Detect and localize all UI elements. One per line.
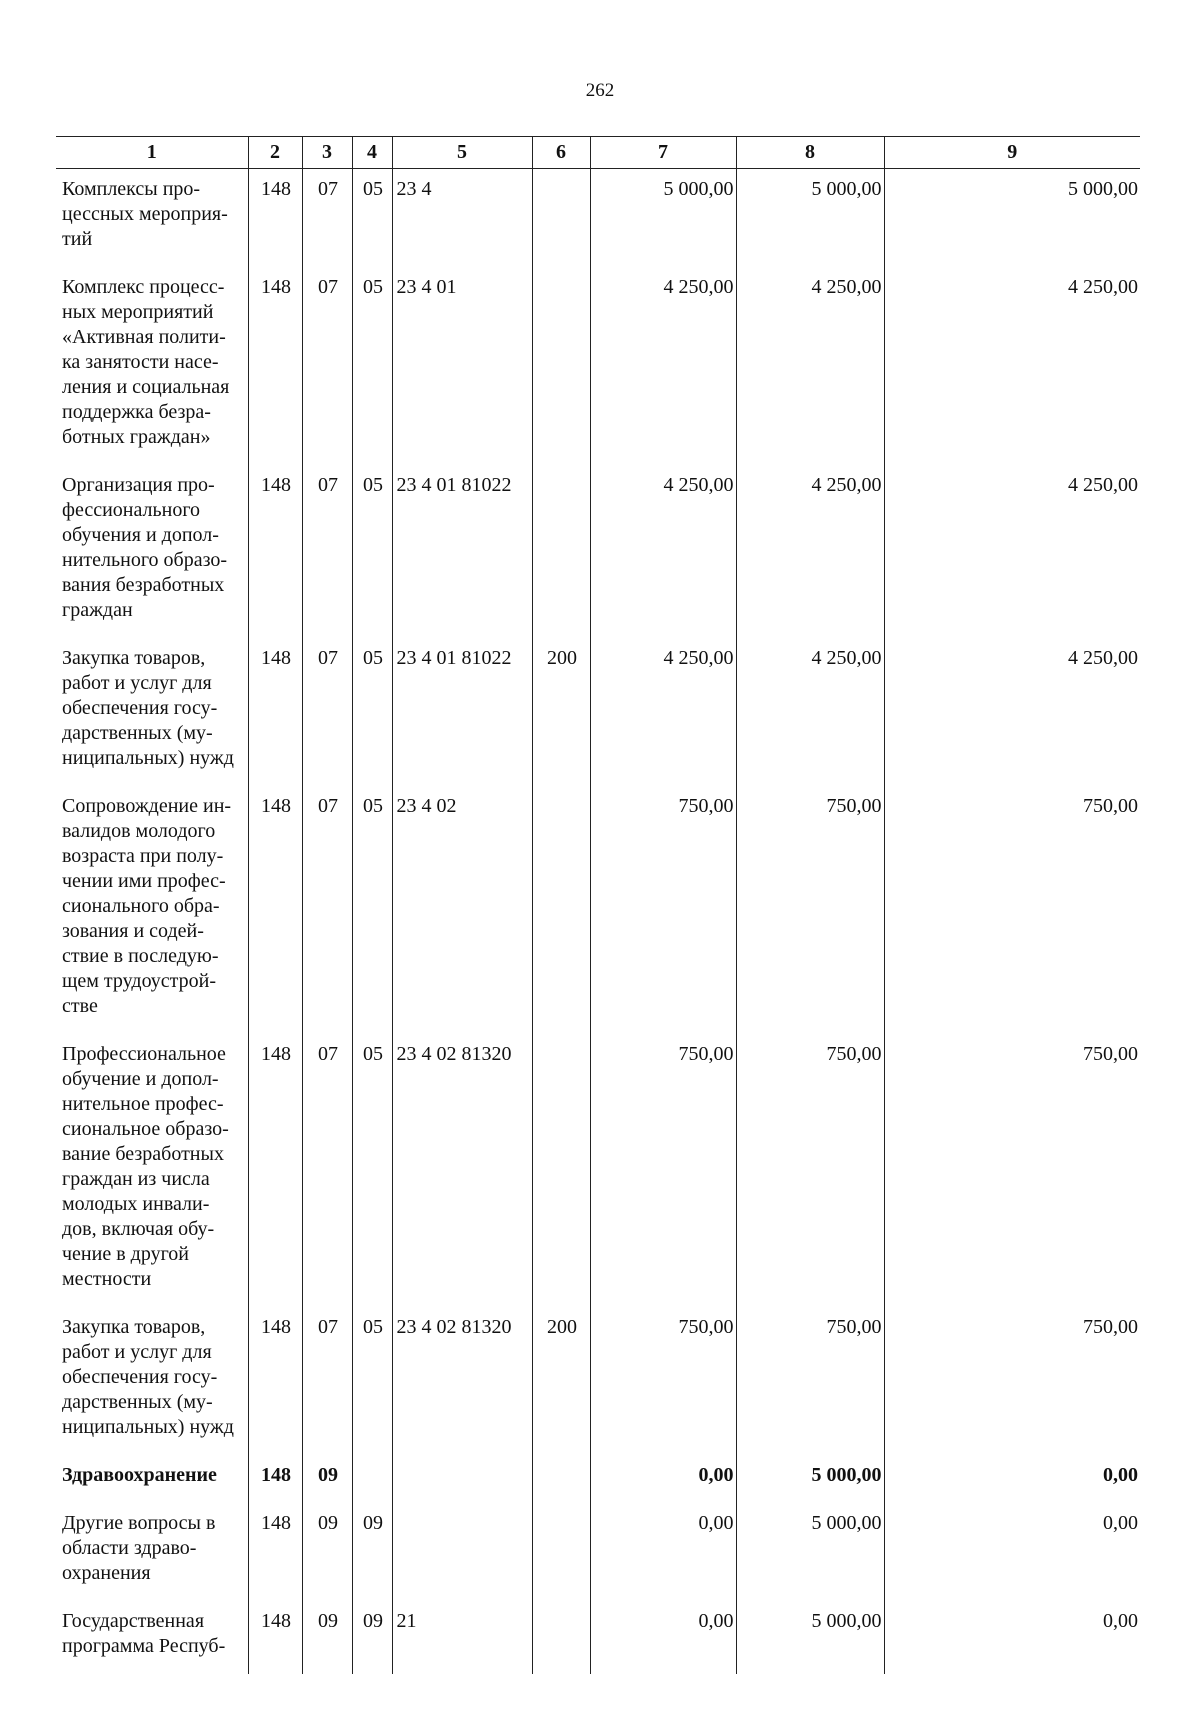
description-line: программа Респуб-: [62, 1635, 226, 1657]
description-line: стве: [62, 995, 98, 1017]
col-3-cell: 07: [302, 1034, 352, 1307]
col-5-cell: [392, 1503, 532, 1601]
row-description: [56, 465, 248, 638]
description-line: граждан из числа: [62, 1168, 210, 1190]
budget-table: [56, 136, 1140, 1674]
header-col-1: 1: [56, 137, 248, 169]
col-2-cell: 148: [248, 1034, 302, 1307]
col-7-cell: 4 250,00: [590, 638, 736, 786]
description-line: Организация про-: [62, 474, 215, 496]
description-line: ниципальных) нужд: [62, 1416, 234, 1438]
description-line: Сопровождение ин-: [62, 795, 232, 817]
col-7-cell: 4 250,00: [590, 267, 736, 465]
col-4-cell: [352, 1455, 392, 1503]
col-2-cell: 148: [248, 1503, 302, 1601]
col-5-cell: [392, 1455, 532, 1503]
header-col-2: 2: [248, 137, 302, 169]
col-9-cell: 0,00: [884, 1601, 1140, 1674]
col-8-cell: 5 000,00: [736, 1601, 884, 1674]
row-description: [56, 169, 248, 268]
col-8-cell: 5 000,00: [736, 1503, 884, 1601]
col-6-cell: [532, 786, 590, 1034]
col-8-cell: 750,00: [736, 1307, 884, 1455]
description-line: ствие в последую-: [62, 945, 219, 967]
col-7-cell: 5 000,00: [590, 169, 736, 268]
page-number: 262: [585, 80, 615, 101]
row-description: [56, 1601, 248, 1674]
description-line: дарственных (му-: [62, 1391, 213, 1413]
col-6-cell: 200: [532, 1307, 590, 1455]
description-line: дарственных (му-: [62, 722, 213, 744]
row-description: [56, 786, 248, 1034]
description-line: Государственная: [62, 1610, 205, 1632]
description-line: чение в другой: [62, 1243, 189, 1265]
header-col-3: 3: [302, 137, 352, 169]
col-4-cell: 09: [352, 1503, 392, 1601]
col-9-cell: 4 250,00: [884, 267, 1140, 465]
col-5-cell: 23 4 01 81022: [392, 638, 532, 786]
col-5-cell: 21: [392, 1601, 532, 1674]
col-5-cell: 23 4 02: [392, 786, 532, 1034]
col-7-cell: 750,00: [590, 786, 736, 1034]
description-line: чении ими профес-: [62, 870, 226, 892]
description-line: «Активная полити-: [62, 326, 226, 348]
col-3-cell: 07: [302, 267, 352, 465]
col-9-cell: 750,00: [884, 1034, 1140, 1307]
col-4-cell: 05: [352, 1307, 392, 1455]
row-description: [56, 267, 248, 465]
col-9-cell: 4 250,00: [884, 638, 1140, 786]
col-6-cell: [532, 1503, 590, 1601]
col-8-cell: 5 000,00: [736, 169, 884, 268]
col-5-cell: 23 4 01 81022: [392, 465, 532, 638]
col-2-cell: 148: [248, 169, 302, 268]
col-8-cell: 750,00: [736, 786, 884, 1034]
col-3-cell: 07: [302, 169, 352, 268]
header-col-6: 6: [532, 137, 590, 169]
description-line: сионального обра-: [62, 895, 220, 917]
col-2-cell: 148: [248, 1307, 302, 1455]
col-5-cell: 23 4 01: [392, 267, 532, 465]
table-row: [56, 786, 1140, 1034]
header-col-9: 9: [884, 137, 1140, 169]
description-line: Другие вопросы в: [62, 1512, 216, 1534]
description-line: области здраво-: [62, 1537, 197, 1559]
col-8-cell: 4 250,00: [736, 465, 884, 638]
col-6-cell: [532, 267, 590, 465]
description-line: Здравоохранение: [62, 1464, 217, 1486]
description-line: валидов молодого: [62, 820, 216, 842]
description-line: обучение и допол-: [62, 1068, 219, 1090]
col-7-cell: 750,00: [590, 1034, 736, 1307]
table-row: [56, 169, 1140, 268]
description-line: Закупка товаров,: [62, 1316, 206, 1338]
col-4-cell: 05: [352, 1034, 392, 1307]
col-7-cell: 0,00: [590, 1503, 736, 1601]
col-5-cell: 23 4 02 81320: [392, 1307, 532, 1455]
col-4-cell: 05: [352, 786, 392, 1034]
description-line: обеспечения госу-: [62, 697, 218, 719]
description-line: сиональное образо-: [62, 1118, 229, 1140]
description-line: ка занятости насе-: [62, 351, 219, 373]
col-3-cell: 09: [302, 1455, 352, 1503]
description-line: поддержка безра-: [62, 401, 211, 423]
section-row: [56, 1455, 1140, 1503]
description-line: нительного образо-: [62, 549, 228, 571]
col-3-cell: 07: [302, 786, 352, 1034]
description-line: ботных граждан»: [62, 426, 211, 448]
description-line: тий: [62, 228, 93, 250]
col-2-cell: 148: [248, 1455, 302, 1503]
table-row: [56, 1034, 1140, 1307]
row-description: [56, 1503, 248, 1601]
col-5-cell: 23 4 02 81320: [392, 1034, 532, 1307]
table-row: [56, 1307, 1140, 1455]
col-6-cell: [532, 1034, 590, 1307]
description-line: Комплексы про-: [62, 178, 201, 200]
description-line: работ и услуг для: [62, 1341, 212, 1363]
col-8-cell: 5 000,00: [736, 1455, 884, 1503]
col-5-cell: 23 4: [392, 169, 532, 268]
col-6-cell: 200: [532, 638, 590, 786]
table-row: [56, 465, 1140, 638]
description-line: граждан: [62, 599, 133, 621]
description-line: работ и услуг для: [62, 672, 212, 694]
col-3-cell: 09: [302, 1503, 352, 1601]
description-line: фессионального: [62, 499, 201, 521]
col-4-cell: 05: [352, 465, 392, 638]
col-8-cell: 4 250,00: [736, 267, 884, 465]
description-line: дов, включая обу-: [62, 1218, 215, 1240]
header-row: [56, 137, 1140, 169]
description-line: молодых инвали-: [62, 1193, 210, 1215]
col-3-cell: 07: [302, 465, 352, 638]
description-line: обучения и допол-: [62, 524, 219, 546]
table-row: [56, 267, 1140, 465]
table-row: [56, 1601, 1140, 1674]
description-line: зования и содей-: [62, 920, 204, 942]
col-9-cell: 4 250,00: [884, 465, 1140, 638]
col-3-cell: 07: [302, 638, 352, 786]
col-6-cell: [532, 1601, 590, 1674]
row-description: [56, 1307, 248, 1455]
description-line: охранения: [62, 1562, 151, 1584]
col-4-cell: 05: [352, 169, 392, 268]
col-4-cell: 09: [352, 1601, 392, 1674]
header-col-5: 5: [392, 137, 532, 169]
col-9-cell: 750,00: [884, 1307, 1140, 1455]
description-line: возраста при полу-: [62, 845, 224, 867]
col-2-cell: 148: [248, 638, 302, 786]
col-7-cell: 750,00: [590, 1307, 736, 1455]
col-7-cell: 0,00: [590, 1601, 736, 1674]
description-line: ных мероприятий: [62, 301, 214, 323]
table-row: [56, 1503, 1140, 1601]
row-description: [56, 1034, 248, 1307]
description-line: щем трудоустрой-: [62, 970, 217, 992]
col-2-cell: 148: [248, 267, 302, 465]
description-line: нительное профес-: [62, 1093, 224, 1115]
description-line: Закупка товаров,: [62, 647, 206, 669]
header-col-7: 7: [590, 137, 736, 169]
description-line: обеспечения госу-: [62, 1366, 218, 1388]
header-col-8: 8: [736, 137, 884, 169]
col-4-cell: 05: [352, 638, 392, 786]
row-description: [56, 638, 248, 786]
col-8-cell: 750,00: [736, 1034, 884, 1307]
col-7-cell: 0,00: [590, 1455, 736, 1503]
description-line: вание безработных: [62, 1143, 224, 1165]
col-8-cell: 4 250,00: [736, 638, 884, 786]
col-9-cell: 5 000,00: [884, 169, 1140, 268]
row-description: [56, 1455, 248, 1503]
col-9-cell: 0,00: [884, 1455, 1140, 1503]
col-3-cell: 09: [302, 1601, 352, 1674]
col-2-cell: 148: [248, 1601, 302, 1674]
description-line: Комплекс процесс-: [62, 276, 225, 298]
description-line: вания безработных: [62, 574, 225, 596]
col-6-cell: [532, 169, 590, 268]
table-row: [56, 638, 1140, 786]
col-6-cell: [532, 1455, 590, 1503]
col-2-cell: 148: [248, 786, 302, 1034]
col-2-cell: 148: [248, 465, 302, 638]
description-line: местности: [62, 1268, 152, 1290]
description-line: ниципальных) нужд: [62, 747, 234, 769]
col-9-cell: 0,00: [884, 1503, 1140, 1601]
header-col-4: 4: [352, 137, 392, 169]
description-line: Профессиональное: [62, 1043, 226, 1065]
col-6-cell: [532, 465, 590, 638]
col-7-cell: 4 250,00: [590, 465, 736, 638]
col-3-cell: 07: [302, 1307, 352, 1455]
col-4-cell: 05: [352, 267, 392, 465]
col-9-cell: 750,00: [884, 786, 1140, 1034]
description-line: ления и социальная: [62, 376, 230, 398]
description-line: цессных мероприя-: [62, 203, 228, 225]
